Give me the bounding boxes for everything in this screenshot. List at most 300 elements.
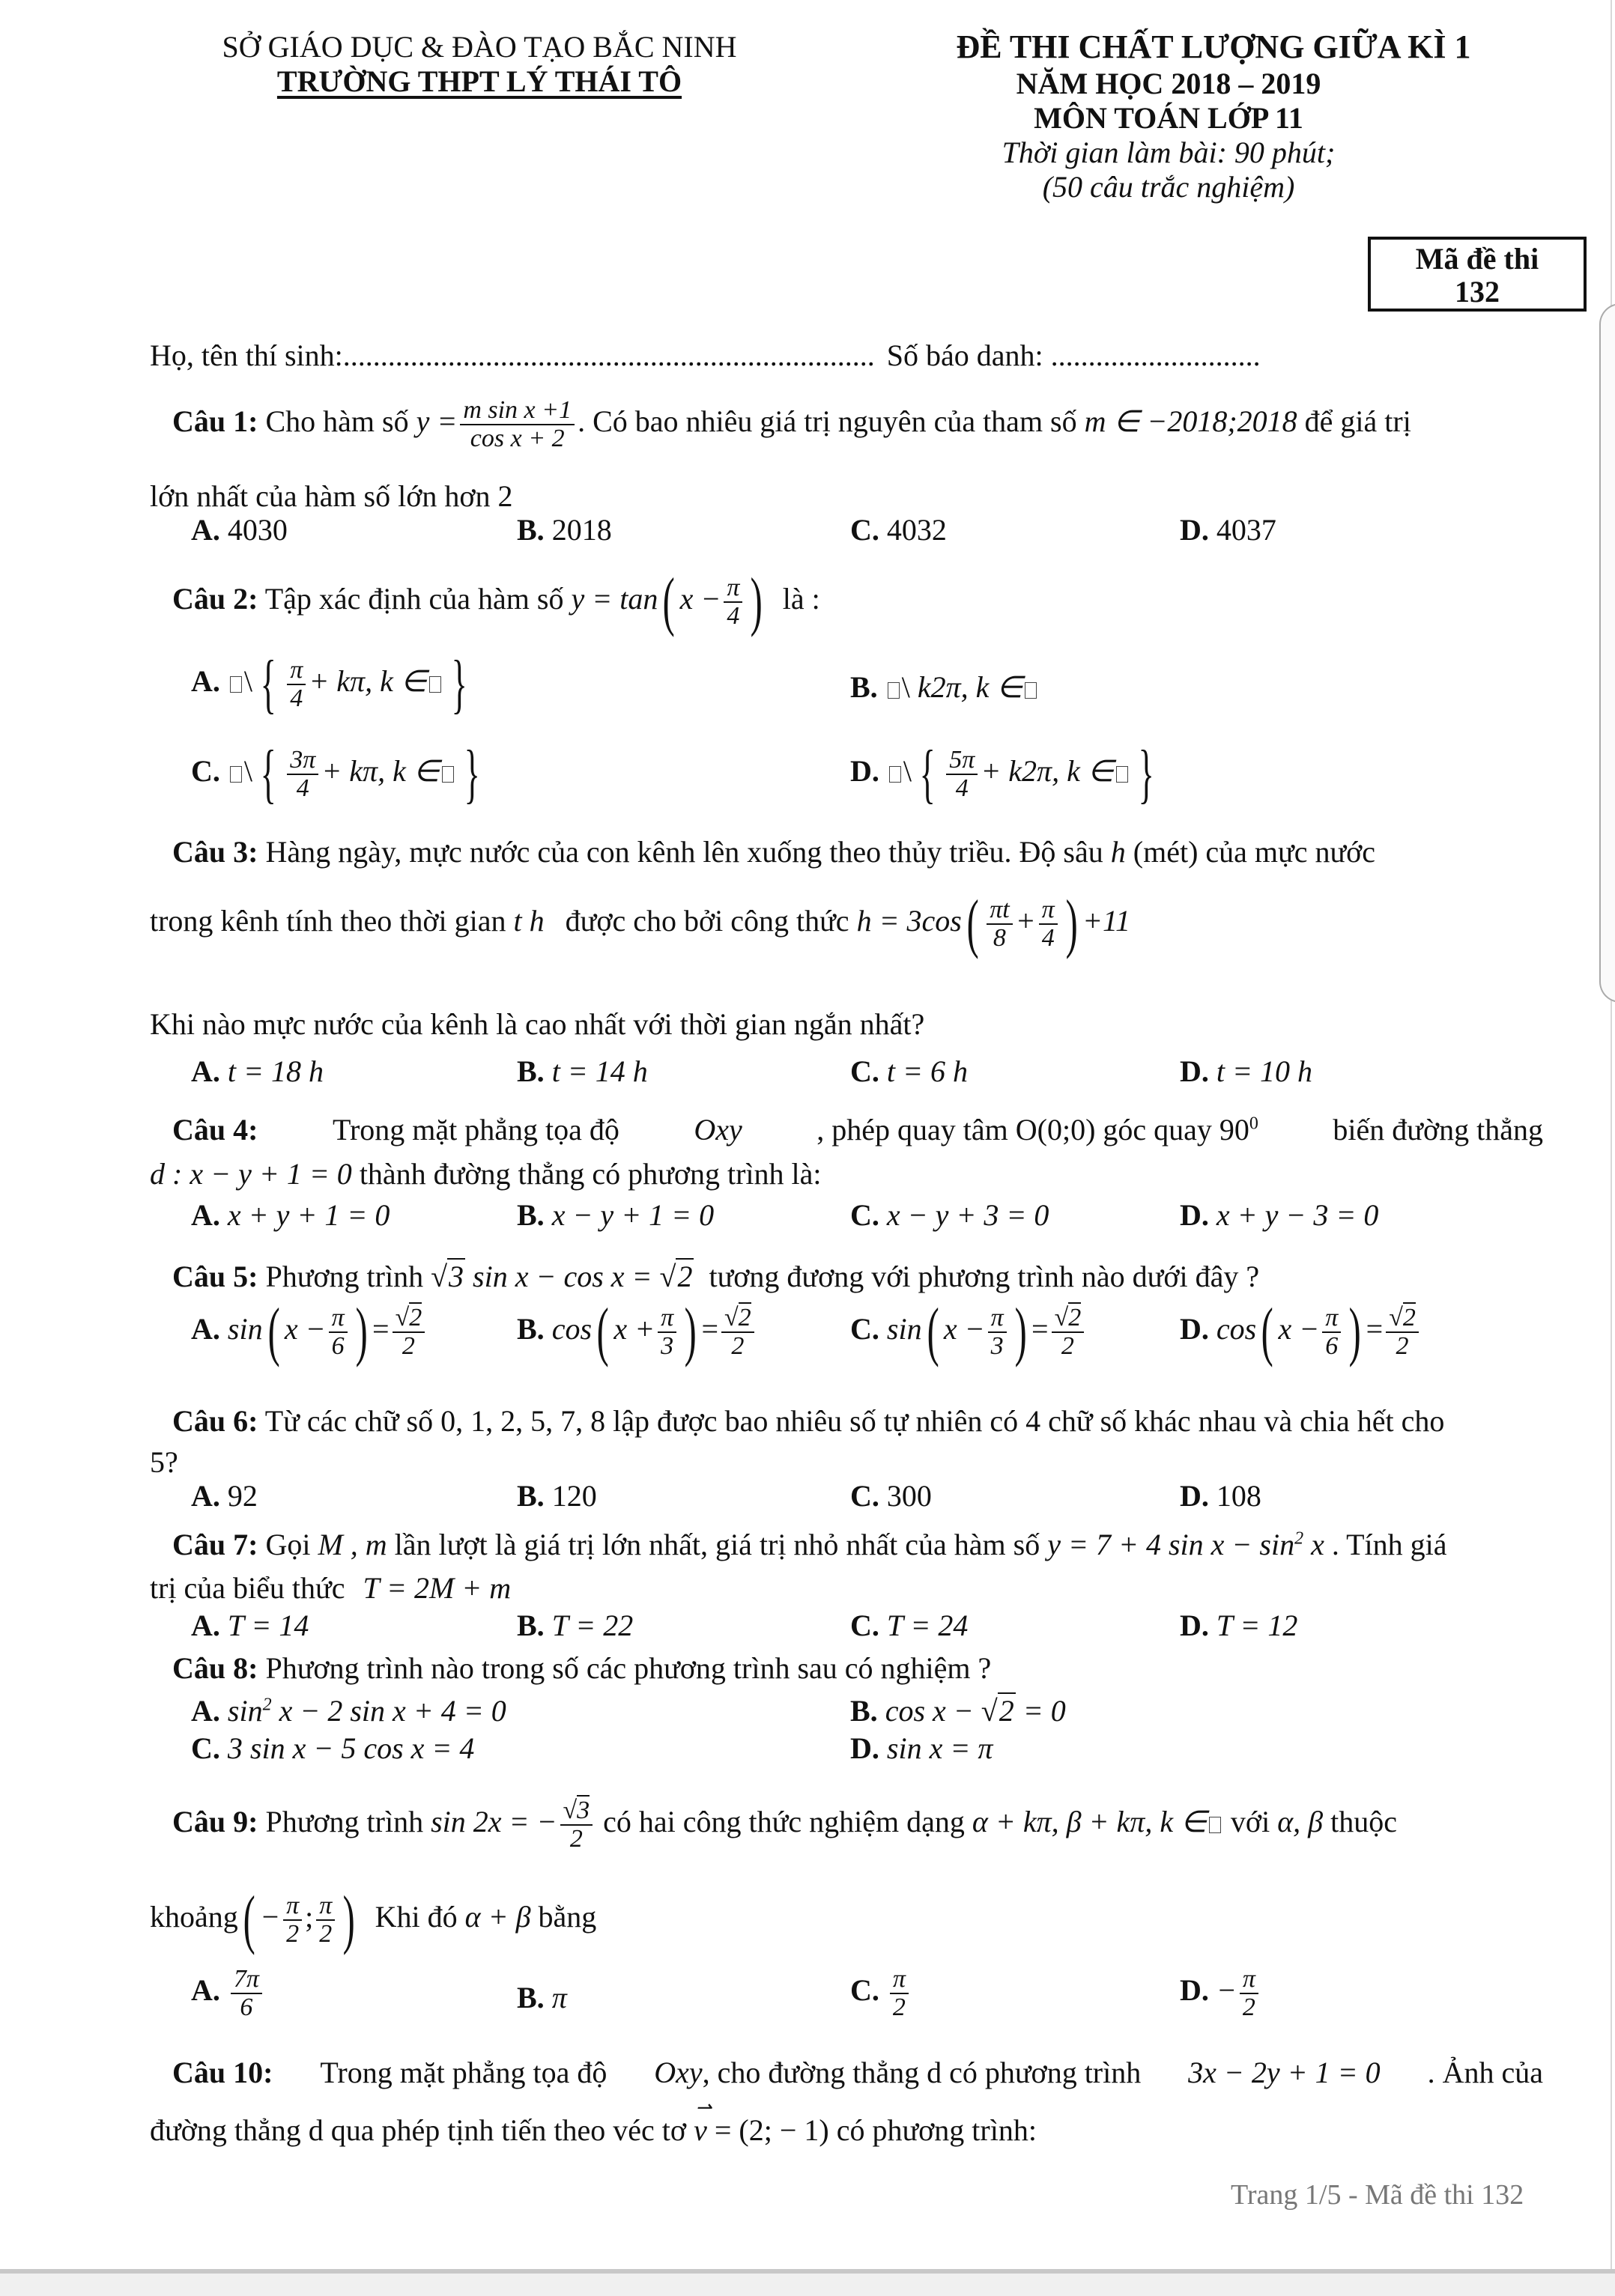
question-text bbox=[816, 1113, 1258, 1147]
option-label: C. bbox=[850, 1479, 879, 1513]
minus: − bbox=[1216, 1972, 1237, 2007]
fraction-denominator: 3 bbox=[990, 1332, 1004, 1360]
fraction-denominator: 6 bbox=[331, 1332, 345, 1360]
option-b[interactable] bbox=[517, 513, 612, 547]
option-label: B. bbox=[517, 513, 545, 547]
paren-close: ) bbox=[1065, 887, 1078, 960]
question-text: Trong mặt phẳng tọa độ bbox=[320, 2056, 607, 2089]
function-name: cos bbox=[551, 1312, 593, 1346]
option-b[interactable] bbox=[850, 1694, 1066, 1728]
question-6-line-2: 5? bbox=[150, 1445, 178, 1479]
brace-close: } bbox=[464, 738, 480, 810]
option-value: 2018 bbox=[551, 513, 612, 547]
option-label: D. bbox=[1180, 513, 1209, 547]
candidate-name-label: Họ, tên thí sinh: bbox=[150, 338, 343, 372]
question-text: với bbox=[1230, 1804, 1270, 1838]
fraction-numerator: 5π bbox=[946, 747, 978, 775]
fraction-denominator: 2 bbox=[1396, 1332, 1409, 1360]
option-label: C. bbox=[850, 1198, 879, 1232]
option-value: sin x = π bbox=[886, 1731, 993, 1765]
option-label: C. bbox=[850, 1054, 879, 1088]
fraction-denominator: cos x + 2 bbox=[470, 424, 565, 452]
set-minus: \ bbox=[901, 670, 910, 704]
fraction bbox=[724, 574, 742, 629]
question-text: trong kênh tính theo thời gian bbox=[150, 904, 506, 938]
option-label: D. bbox=[1180, 1479, 1209, 1513]
option-value: t = 10 h bbox=[1216, 1054, 1312, 1088]
question-label: Câu 1: bbox=[172, 404, 258, 438]
question-text: Phương trình bbox=[265, 1804, 424, 1838]
fraction-numerator: π bbox=[724, 574, 742, 603]
vector-arrow-icon: ⇀ bbox=[695, 2097, 712, 2119]
question-9-line-2 bbox=[150, 1883, 597, 1956]
paren-close: ) bbox=[1348, 1296, 1362, 1368]
fraction-denominator: 2 bbox=[892, 1993, 906, 2021]
fraction-denominator: 2 bbox=[319, 1920, 333, 1948]
fraction-numerator: π bbox=[890, 1966, 909, 1994]
paren-close: ) bbox=[355, 1296, 368, 1368]
brace-open: { bbox=[260, 648, 276, 720]
question-text: tương đương với phương trình nào dưới đây ? bbox=[709, 1260, 1260, 1293]
paren-open: ( bbox=[1261, 1296, 1273, 1368]
fraction-numerator: √2 bbox=[1052, 1305, 1085, 1333]
formula: sin x − cos x = bbox=[473, 1260, 652, 1293]
paren-close: ) bbox=[751, 565, 763, 638]
option-d[interactable] bbox=[1180, 1198, 1378, 1233]
school-name: TRƯỜNG THPT LÝ THÁI TÔ bbox=[276, 64, 682, 98]
fraction bbox=[393, 1305, 425, 1359]
option-b[interactable] bbox=[517, 1054, 648, 1089]
question-text: trị của biểu thức bbox=[150, 1571, 345, 1605]
question-3 bbox=[172, 835, 1375, 869]
question-label: Câu 6: bbox=[172, 1404, 258, 1438]
question-label: Câu 9: bbox=[172, 1804, 258, 1838]
question-7 bbox=[172, 1528, 1447, 1562]
option-label: C. bbox=[850, 513, 879, 547]
minus: − bbox=[260, 1900, 281, 1934]
option-value: x − y + 1 = 0 bbox=[551, 1198, 715, 1232]
question-text: (mét) của mực nước bbox=[1133, 835, 1376, 869]
fraction-numerator: π bbox=[329, 1305, 348, 1333]
unit: h bbox=[529, 904, 545, 938]
formula-part: y = 7 + 4 sin x − sin bbox=[1047, 1528, 1295, 1561]
integer-set-glyph-icon bbox=[429, 676, 441, 693]
brace-open: { bbox=[260, 738, 276, 810]
formula: + kπ, k ∈ bbox=[309, 664, 427, 699]
fraction-denominator: 6 bbox=[1325, 1332, 1339, 1360]
option-value: T = 22 bbox=[551, 1609, 634, 1642]
question-text: là : bbox=[782, 582, 820, 616]
variables: α, β bbox=[1277, 1804, 1324, 1838]
candidate-line bbox=[150, 338, 1261, 373]
option-label: A. bbox=[191, 513, 220, 547]
formula-part: = 0 bbox=[1022, 1694, 1066, 1728]
paren-open: ( bbox=[966, 887, 979, 960]
option-label: A. bbox=[191, 1694, 220, 1728]
option-value: 108 bbox=[1216, 1479, 1261, 1513]
option-d[interactable] bbox=[1180, 513, 1276, 547]
formula bbox=[1047, 1528, 1324, 1561]
duration: Thời gian làm bài: 90 phút; bbox=[1002, 135, 1336, 169]
candidate-id-field[interactable]: ............................ bbox=[1050, 338, 1261, 372]
exam-code-box bbox=[1368, 237, 1587, 312]
radicand: 3 bbox=[449, 1260, 464, 1293]
option-label: D. bbox=[1180, 1972, 1209, 2007]
formula: h = 3cos bbox=[856, 904, 962, 938]
radicand: 2 bbox=[1402, 1304, 1416, 1332]
fraction-denominator: 3 bbox=[661, 1332, 674, 1360]
question-text: . Tính giá bbox=[1331, 1528, 1447, 1561]
option-a[interactable] bbox=[191, 648, 475, 720]
question-text: Phương trình bbox=[265, 1260, 424, 1293]
question-4 bbox=[172, 1113, 1543, 1147]
option-value: 92 bbox=[227, 1479, 258, 1513]
option-c[interactable] bbox=[191, 1731, 474, 1766]
option-d[interactable] bbox=[850, 738, 1162, 810]
option-label: A. bbox=[191, 1312, 220, 1346]
fraction-denominator: 4 bbox=[955, 774, 969, 802]
option-label: B. bbox=[517, 1479, 545, 1513]
option-label: A. bbox=[191, 1972, 220, 2007]
question-2 bbox=[172, 565, 820, 638]
question-9 bbox=[172, 1797, 1397, 1852]
option-label: D. bbox=[850, 1731, 879, 1765]
radicand: 2 bbox=[409, 1304, 422, 1332]
question-text: biến đường thẳng bbox=[1333, 1113, 1543, 1147]
paren-open: ( bbox=[662, 565, 676, 638]
fraction bbox=[1039, 896, 1058, 951]
option-label: B. bbox=[517, 1312, 545, 1346]
fraction-numerator: πt bbox=[987, 896, 1012, 925]
fraction bbox=[283, 1892, 302, 1947]
page-bottom-band bbox=[0, 2269, 1615, 2296]
option-a[interactable] bbox=[191, 1198, 390, 1233]
question-8 bbox=[172, 1651, 991, 1686]
option-value: T = 14 bbox=[227, 1609, 309, 1642]
candidate-id-label: Số báo danh: bbox=[886, 338, 1043, 372]
option-b[interactable] bbox=[517, 1198, 714, 1233]
option-c[interactable]: C. sin( x − $\frac{\pi}{3}$ ) = $\frac{√2}{2}$ bbox=[850, 1299, 1087, 1365]
formula: T = 2M + m bbox=[363, 1571, 512, 1605]
fraction-denominator: 2 bbox=[286, 1920, 300, 1948]
option-label: A. bbox=[191, 664, 220, 699]
fraction-denominator: 4 bbox=[296, 774, 309, 802]
header-left bbox=[180, 30, 779, 99]
fraction-denominator: 4 bbox=[290, 684, 303, 712]
question-10-line-2 bbox=[150, 2097, 1037, 2148]
semicolon: ; bbox=[305, 1900, 314, 1934]
option-c[interactable] bbox=[850, 513, 947, 547]
variables: M , m bbox=[318, 1528, 387, 1561]
question-text bbox=[654, 2056, 1141, 2090]
plus: + bbox=[1015, 904, 1036, 938]
question-label: Câu 7: bbox=[172, 1528, 258, 1561]
formula: + kπ, k ∈ bbox=[321, 754, 440, 789]
formula: sin 2x = − bbox=[431, 1804, 557, 1838]
formula: x − bbox=[1278, 1312, 1320, 1346]
side-panel-handle[interactable] bbox=[1599, 303, 1615, 1003]
integer-set-glyph-icon bbox=[1025, 682, 1037, 699]
degree-sup: 0 bbox=[1249, 1114, 1258, 1134]
question-text: lần lượt là giá trị lớn nhất, giá trị nhỏ nhất của hàm số bbox=[394, 1528, 1040, 1561]
option-c[interactable] bbox=[850, 1479, 932, 1513]
question-4-line-2 bbox=[150, 1157, 822, 1191]
option-c[interactable] bbox=[850, 1198, 1049, 1233]
sqrt: √2 bbox=[659, 1260, 693, 1293]
page-footer: Trang 1/5 - Mã đề thi 132 bbox=[1231, 2179, 1524, 2211]
option-value: 300 bbox=[886, 1479, 932, 1513]
formula: y = tan bbox=[571, 582, 658, 616]
option-label: D. bbox=[1180, 1054, 1209, 1088]
option-c[interactable] bbox=[850, 1054, 968, 1089]
option-value: x + y + 1 = 0 bbox=[227, 1198, 390, 1232]
option-b[interactable] bbox=[517, 1609, 633, 1643]
fraction-denominator: 2 bbox=[569, 1824, 583, 1853]
option-label: B. bbox=[850, 670, 878, 704]
fraction-numerator: π bbox=[1039, 896, 1058, 925]
option-label: B. bbox=[850, 1694, 878, 1728]
question-text: Khi đó bbox=[375, 1900, 458, 1934]
real-set-glyph-icon bbox=[889, 766, 901, 783]
option-value: T = 12 bbox=[1216, 1609, 1298, 1642]
option-label: C. bbox=[850, 1312, 879, 1346]
fraction-numerator: √2 bbox=[1386, 1305, 1419, 1333]
question-text: thành đường thẳng có phương trình là: bbox=[359, 1157, 822, 1191]
candidate-name-field[interactable]: ....................................................................... bbox=[342, 338, 875, 372]
fraction-denominator: 4 bbox=[1041, 924, 1055, 952]
option-b[interactable]: B. cos( x + $\frac{\pi}{3}$ ) = $\frac{√2}{2}$ bbox=[517, 1299, 757, 1365]
set-minus: \ bbox=[903, 754, 912, 789]
fraction bbox=[988, 1305, 1007, 1359]
question-text-part: , phép quay tâm O(0;0) góc quay 90 bbox=[816, 1113, 1249, 1147]
fraction bbox=[946, 747, 978, 801]
question-text: có hai công thức nghiệm dạng bbox=[603, 1804, 965, 1838]
brace-open: { bbox=[919, 738, 936, 810]
fraction-numerator: √2 bbox=[393, 1305, 425, 1333]
formula: α + kπ, β + kπ, k ∈ bbox=[972, 1804, 1207, 1838]
fraction-numerator: 7π bbox=[231, 1966, 262, 1994]
fraction-numerator: √3 bbox=[560, 1797, 593, 1826]
fraction bbox=[658, 1305, 676, 1359]
option-b[interactable] bbox=[850, 670, 1039, 705]
option-c[interactable] bbox=[850, 1966, 912, 2020]
integer-set-glyph-icon bbox=[442, 766, 454, 783]
question-text-part: , cho đường thẳng d có phương trình bbox=[702, 2056, 1142, 2089]
option-value: t = 18 h bbox=[227, 1054, 324, 1088]
exam-code: 132 bbox=[1455, 275, 1500, 309]
fraction-denominator: 2 bbox=[1242, 1993, 1255, 2021]
option-d[interactable] bbox=[1180, 1054, 1312, 1089]
question-count: (50 câu trắc nghiệm) bbox=[1042, 169, 1295, 204]
formula: x − bbox=[679, 582, 721, 616]
parameter-range: m ∈ −2018;2018 bbox=[1084, 404, 1297, 438]
radicand: 2 bbox=[999, 1694, 1014, 1728]
option-label: C. bbox=[850, 1972, 879, 2007]
option-label: A. bbox=[191, 1054, 220, 1088]
formula bbox=[228, 1694, 506, 1728]
question-text: được cho bởi công thức bbox=[565, 904, 849, 938]
real-set-glyph-icon bbox=[230, 766, 242, 783]
fraction-denominator: 6 bbox=[240, 1993, 253, 2021]
question-3-line-2 bbox=[150, 887, 1131, 960]
option-a[interactable] bbox=[191, 1694, 506, 1728]
fraction-numerator: π bbox=[658, 1305, 676, 1333]
option-c[interactable] bbox=[191, 738, 488, 810]
paren-open: ( bbox=[267, 1296, 280, 1368]
question-text: Phương trình nào trong số các phương trình sau có nghiệm ? bbox=[265, 1651, 992, 1685]
integer-set-glyph-icon bbox=[1209, 1817, 1221, 1833]
question-label: Câu 5: bbox=[172, 1260, 258, 1293]
radicand: 2 bbox=[677, 1260, 693, 1293]
option-value: 120 bbox=[551, 1479, 597, 1513]
fraction bbox=[316, 1892, 335, 1947]
question-text: bằng bbox=[538, 1900, 597, 1934]
fraction bbox=[721, 1305, 754, 1359]
question-text: để giá trị bbox=[1304, 404, 1411, 438]
option-a[interactable]: A. sin( x − $\frac{\pi}{6}$ ) = $\frac{√2}{2}$ bbox=[191, 1299, 428, 1365]
header-right bbox=[869, 28, 1558, 204]
radicand: 2 bbox=[1068, 1304, 1082, 1332]
fraction bbox=[1322, 1305, 1341, 1359]
question-10 bbox=[172, 2056, 1543, 2090]
brace-close: } bbox=[1138, 738, 1154, 810]
option-c[interactable] bbox=[850, 1609, 968, 1643]
question-text: khoảng bbox=[150, 1900, 238, 1934]
fraction-numerator: π bbox=[1322, 1305, 1341, 1333]
question-text: Từ các chữ số 0, 1, 2, 5, 7, 8 lập được bao nhiêu số tự nhiên có 4 chữ số khác nhau và chia hết cho bbox=[264, 1404, 1445, 1438]
paren-open: ( bbox=[927, 1296, 939, 1368]
question-text: Hàng ngày, mực nước của con kênh lên xuống theo thủy triều. Độ sâu bbox=[265, 835, 1103, 869]
fraction bbox=[287, 657, 306, 711]
option-a[interactable] bbox=[191, 1054, 324, 1089]
option-d[interactable] bbox=[1180, 1479, 1261, 1513]
fraction bbox=[890, 1966, 909, 2020]
fraction bbox=[560, 1797, 593, 1852]
paren-open: ( bbox=[243, 1883, 255, 1956]
option-label: A. bbox=[191, 1198, 220, 1232]
question-3-line-3: Khi nào mực nước của kênh là cao nhất với thời gian ngắn nhất? bbox=[150, 1007, 925, 1041]
fraction bbox=[329, 1305, 348, 1359]
option-d[interactable]: D. cos( x − $\frac{\pi}{6}$ ) = $\frac{√2}{2}$ bbox=[1180, 1299, 1422, 1365]
option-label: D. bbox=[1180, 1312, 1209, 1346]
option-a[interactable] bbox=[191, 1966, 265, 2020]
formula-part: cos x − bbox=[885, 1694, 974, 1728]
formula: x − bbox=[943, 1312, 985, 1346]
subject: MÔN TOÁN LỚP 11 bbox=[1034, 100, 1303, 135]
fraction-numerator: π bbox=[1240, 1966, 1258, 1994]
exam-title: ĐỀ THI CHẤT LƯỢNG GIỮA KÌ 1 bbox=[956, 28, 1471, 65]
option-a[interactable] bbox=[191, 1479, 258, 1513]
fraction-numerator: 3π bbox=[287, 747, 318, 775]
question-text: . Có bao nhiêu giá trị nguyên của tham số bbox=[578, 404, 1077, 438]
fraction-numerator: √2 bbox=[721, 1305, 754, 1333]
question-text: = (2; − 1) có phương trình: bbox=[714, 2113, 1037, 2147]
option-value: x − y + 3 = 0 bbox=[886, 1198, 1049, 1232]
question-label: Câu 2: bbox=[172, 582, 258, 616]
question-6 bbox=[172, 1404, 1444, 1439]
vector-name: v bbox=[694, 2113, 707, 2147]
oxy: Oxy bbox=[654, 2056, 703, 2089]
fraction bbox=[287, 747, 318, 801]
brace-close: } bbox=[451, 648, 467, 720]
real-set-glyph-icon bbox=[230, 676, 242, 693]
exponent: 2 bbox=[262, 1695, 272, 1715]
formula-part: x bbox=[1311, 1528, 1324, 1561]
formula bbox=[885, 1694, 1066, 1728]
option-label: C. bbox=[850, 1609, 879, 1642]
option-label: A. bbox=[191, 1479, 220, 1513]
formula: α + β bbox=[464, 1900, 531, 1934]
option-a[interactable] bbox=[191, 1609, 309, 1643]
fraction bbox=[460, 397, 575, 452]
question-text: . Ảnh của bbox=[1427, 2056, 1543, 2089]
option-value: t = 14 h bbox=[551, 1054, 648, 1088]
option-value: x + y − 3 = 0 bbox=[1216, 1198, 1379, 1232]
question-label: Câu 8: bbox=[172, 1651, 258, 1685]
exponent: 2 bbox=[1294, 1528, 1304, 1549]
fraction-numerator: π bbox=[316, 1892, 335, 1921]
option-label: B. bbox=[517, 1054, 545, 1088]
function-name: cos bbox=[1216, 1312, 1257, 1346]
option-d[interactable] bbox=[1180, 1966, 1261, 2020]
option-b[interactable] bbox=[517, 1479, 597, 1513]
option-label: A. bbox=[191, 1609, 220, 1642]
sqrt: √2 bbox=[981, 1694, 1014, 1728]
question-label: Câu 10: bbox=[172, 2056, 273, 2089]
department-name: SỞ GIÁO DỤC & ĐÀO TẠO BẮC NINH bbox=[222, 30, 737, 64]
paren-close: ) bbox=[342, 1883, 356, 1956]
formula-part: sin bbox=[227, 1694, 263, 1728]
fraction-numerator: π bbox=[287, 657, 306, 685]
radicand: 3 bbox=[577, 1797, 590, 1824]
option-d[interactable] bbox=[850, 1731, 993, 1766]
option-value: 4030 bbox=[227, 513, 288, 547]
paren-close: ) bbox=[1014, 1296, 1027, 1368]
question-text: Trong mặt phẳng tọa độ bbox=[332, 1113, 619, 1147]
question-1 bbox=[172, 397, 1411, 452]
option-d[interactable] bbox=[1180, 1609, 1297, 1643]
fraction-denominator: 2 bbox=[731, 1332, 745, 1360]
set-minus: \ bbox=[243, 664, 253, 699]
question-5-options bbox=[0, 1296, 1615, 1374]
question-label: Câu 4: bbox=[172, 1113, 258, 1147]
question-text: Cho hàm số bbox=[265, 404, 409, 438]
fraction-numerator: m sin x +1 bbox=[460, 397, 575, 425]
exam-code-label: Mã đề thi bbox=[1415, 242, 1539, 276]
variable: h bbox=[1110, 835, 1126, 869]
option-value: 4037 bbox=[1216, 513, 1276, 547]
fraction bbox=[1386, 1305, 1419, 1359]
formula: +11 bbox=[1082, 904, 1131, 938]
radicand: 2 bbox=[738, 1304, 751, 1332]
formula: k2π, k ∈ bbox=[917, 670, 1023, 704]
option-label: C. bbox=[191, 1731, 220, 1765]
fraction bbox=[987, 896, 1012, 951]
option-value: π bbox=[551, 1981, 567, 2014]
question-text: Tập xác định của hàm số bbox=[264, 582, 564, 616]
vector-v bbox=[694, 2097, 712, 2148]
option-label: D. bbox=[850, 754, 879, 789]
question-9-options bbox=[0, 1966, 1615, 2033]
fraction-denominator: 4 bbox=[727, 602, 740, 630]
option-label: C. bbox=[191, 754, 220, 789]
option-a[interactable] bbox=[191, 513, 288, 547]
option-label: D. bbox=[1180, 1609, 1209, 1642]
formula: x − bbox=[284, 1312, 326, 1346]
option-b[interactable] bbox=[517, 1981, 567, 2015]
fraction-numerator: π bbox=[988, 1305, 1007, 1333]
question-7-line-2 bbox=[150, 1571, 511, 1606]
